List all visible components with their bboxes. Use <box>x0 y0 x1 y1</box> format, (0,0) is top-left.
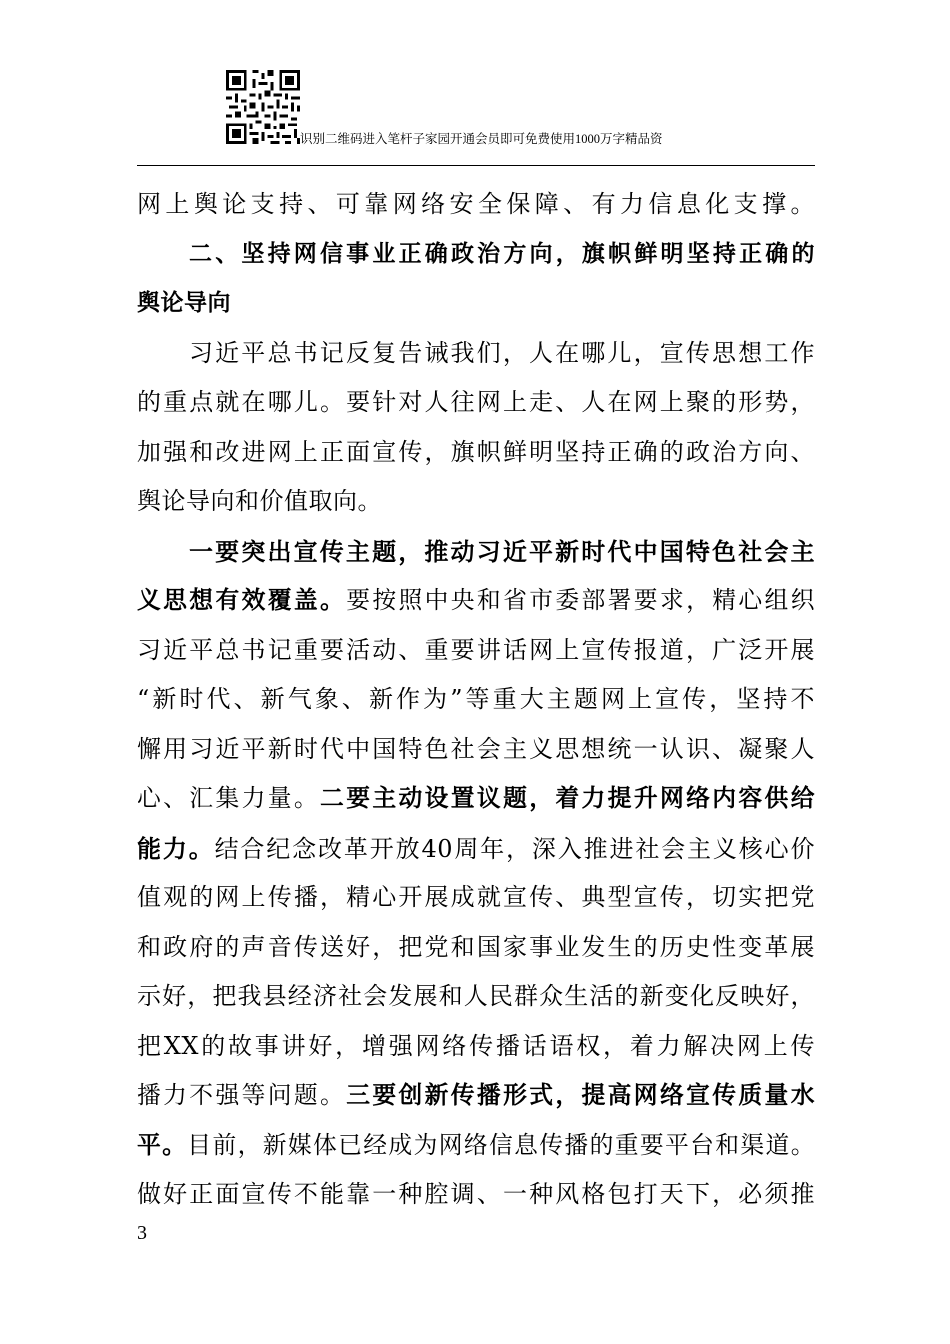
section-heading <box>137 230 815 280</box>
body-line <box>137 477 815 527</box>
text-segment: 的重点就在哪儿。要针对人往网上走、人在网上聚的形势， <box>137 388 815 416</box>
body-line <box>137 1170 815 1220</box>
body-line <box>137 576 815 626</box>
body-line <box>137 180 815 230</box>
qr-code-icon <box>226 70 300 144</box>
text-segment: 做好正面宣传不能靠一种腔调、一种风格包打天下，必须推 <box>137 1180 815 1208</box>
body-line <box>137 428 815 478</box>
text-segment: 目前，新媒体已经成为网络信息传播的重要平台和渠道。 <box>187 1130 815 1159</box>
heading-text: 二、坚持网信事业正确政治方向，旗帜鲜明坚持正确的 <box>189 240 815 267</box>
body-line <box>137 329 815 379</box>
document-body <box>137 180 815 1220</box>
text-segment: 网上舆论支持、可靠网络安全保障、有力信息化支撑。 <box>137 190 815 218</box>
text-segment: 值观的网上传播，精心开展成就宣传、典型宣传，切实把党 <box>137 883 815 911</box>
body-line <box>137 725 815 775</box>
body-line <box>137 626 815 676</box>
text-segment: 心、汇集力量。 <box>137 784 321 812</box>
body-line <box>137 824 815 874</box>
text-segment: 加强和改进网上正面宣传，旗帜鲜明坚持正确的政治方向、 <box>137 437 815 466</box>
body-line <box>137 675 815 725</box>
body-line <box>137 774 815 824</box>
text-segment: 把XX的故事讲好，增强网络传播话语权，着力解决网上传 <box>137 1031 815 1060</box>
body-line <box>137 923 815 973</box>
section-heading <box>137 279 815 329</box>
text-segment: 舆论导向和价值取向。 <box>137 487 382 515</box>
body-line <box>137 527 815 577</box>
text-segment: “新时代、新气象、新作为”等重大主题网上宣传，坚持不 <box>137 685 815 713</box>
bold-lead-text: 一要突出宣传主题，推动习近平新时代中国特色社会主 <box>189 536 815 566</box>
bold-lead-text: 义思想有效覆盖。 <box>137 586 347 614</box>
text-segment: 播力不强等问题。 <box>137 1081 347 1109</box>
body-line <box>137 1022 815 1072</box>
header-note: 识别二维码进入笔杆子家园开通会员即可免费使用1000万字精品资 <box>300 132 663 146</box>
bold-lead-text: 三要创新传播形式，提高网络宣传质量水 <box>346 1081 815 1109</box>
body-line <box>137 1071 815 1121</box>
text-segment: 示好，把我县经济社会发展和人民群众生活的新变化反映好， <box>137 982 815 1010</box>
body-line <box>137 972 815 1022</box>
body-line <box>137 1121 815 1171</box>
text-segment: 要按照中央和省市委部署要求，精心组织 <box>346 586 815 614</box>
text-segment: 结合纪念改革开放40周年，深入推进社会主义核心价 <box>214 834 815 863</box>
bold-lead-text: 平。 <box>137 1130 188 1159</box>
text-segment: 习近平总书记反复告诫我们，人在哪儿，宣传思想工作 <box>189 338 815 367</box>
page-number: 3 <box>137 1222 147 1244</box>
text-segment: 和政府的声音传送好，把党和国家事业发生的历史性变革展 <box>137 932 815 961</box>
heading-text: 舆论导向 <box>137 290 231 316</box>
body-line <box>137 378 815 428</box>
body-line <box>137 873 815 923</box>
bold-lead-text: 能力。 <box>137 833 215 863</box>
header-divider <box>137 165 815 166</box>
bold-lead-text: 二要主动设置议题，着力提升网络内容供给 <box>320 784 815 812</box>
text-segment: 习近平总书记重要活动、重要讲话网上宣传报道，广泛开展 <box>137 635 815 664</box>
text-segment: 懈用习近平新时代中国特色社会主义思想统一认识、凝聚人 <box>137 734 815 763</box>
